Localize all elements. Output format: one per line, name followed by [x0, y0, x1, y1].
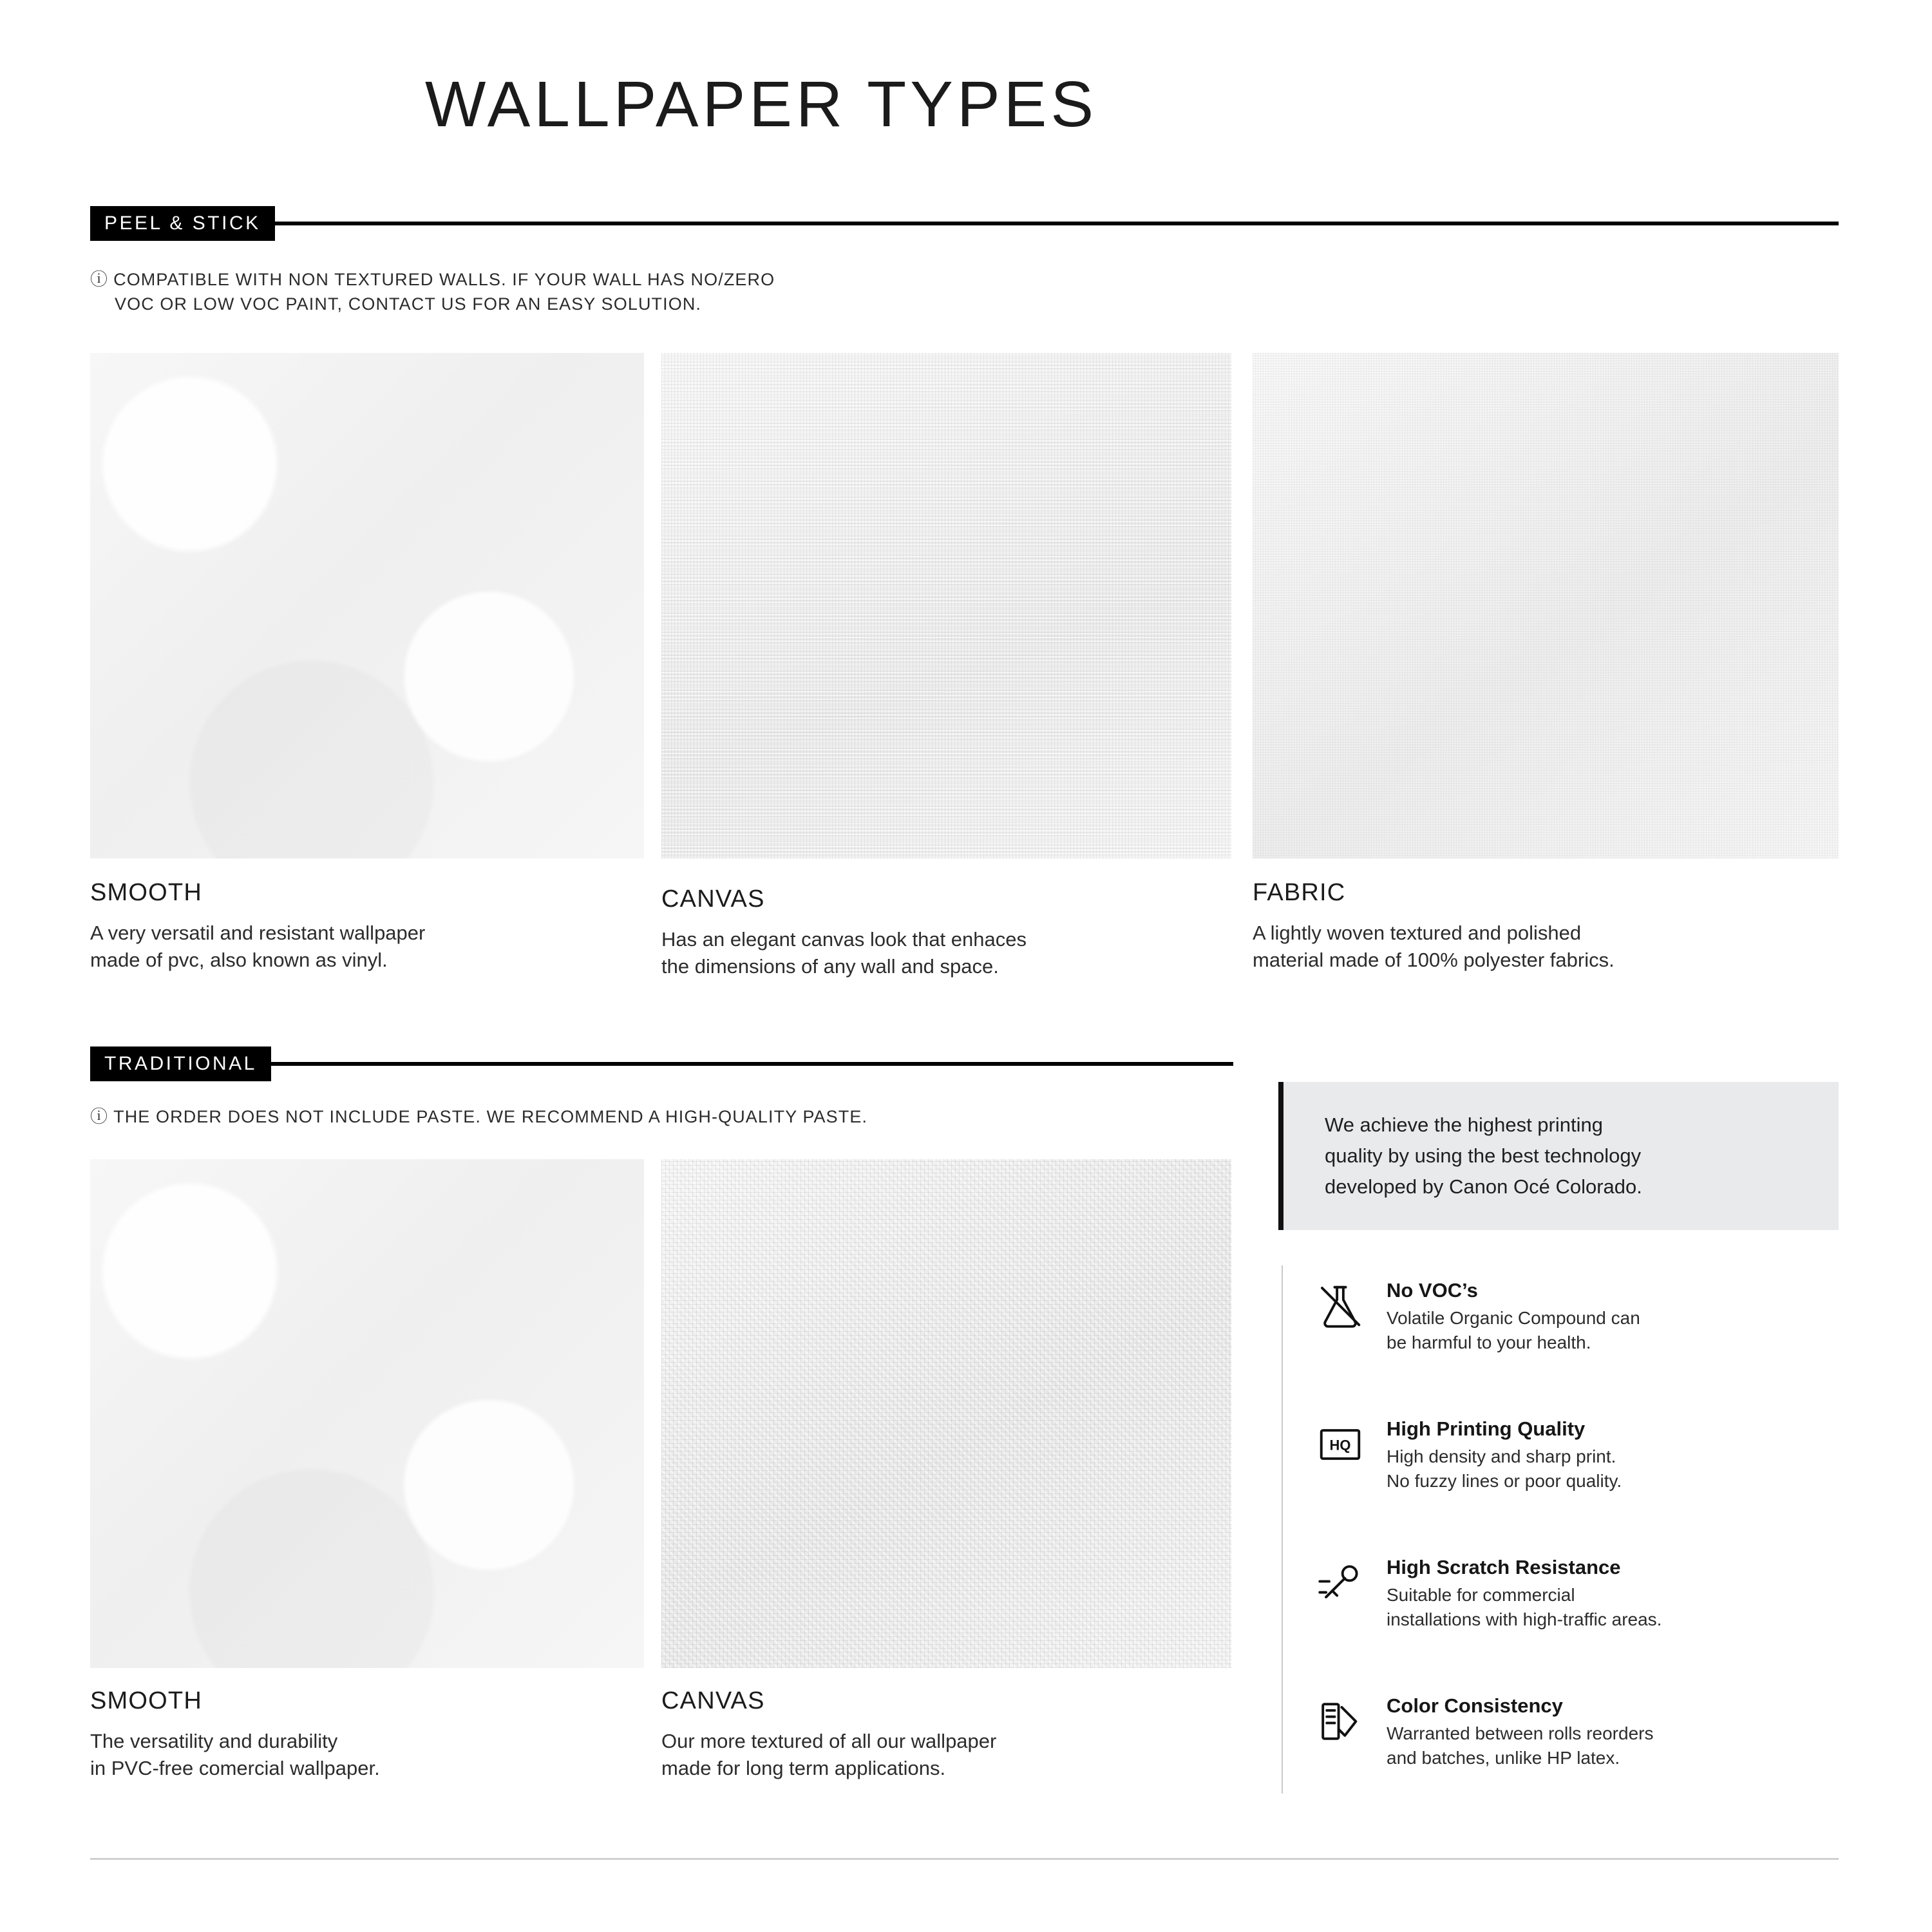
feature-desc-line-1: Warranted between rolls reorders	[1387, 1723, 1654, 1744]
quote-text	[1283, 1110, 1668, 1202]
feature-desc	[1387, 1721, 1653, 1770]
caption-body-peel-smooth	[90, 920, 631, 974]
caption-title-peel-smooth: SMOOTH	[90, 879, 202, 906]
caption-title-peel-fabric: FABRIC	[1253, 879, 1346, 906]
caption-line-1: The versatility and durability	[90, 1730, 338, 1752]
feature-desc-line-2: and batches, unlike HP latex.	[1387, 1747, 1620, 1768]
no-voc-icon	[1311, 1278, 1370, 1331]
swatch-trad-smooth	[90, 1159, 644, 1668]
quote-box	[1283, 1082, 1839, 1230]
note-traditional	[90, 1104, 1236, 1129]
section-rule	[275, 222, 1839, 225]
info-icon: ⓘ	[90, 270, 109, 289]
caption-line-1: A lightly woven textured and polished	[1253, 922, 1582, 944]
feature-desc	[1387, 1583, 1662, 1631]
caption-line-2: material made of 100% polyester fabrics.	[1253, 949, 1615, 972]
caption-line-1: A very versatil and resistant wallpaper	[90, 922, 426, 944]
note-line-1: THE ORDER DOES NOT INCLUDE PASTE. WE RECOMMEND A HIGH-QUALITY PASTE.	[113, 1107, 868, 1126]
caption-line-1: Has an elegant canvas look that enhaces	[661, 928, 1027, 951]
section-header-peel-stick	[90, 206, 1839, 241]
feature-desc-line-1: Suitable for commercial	[1387, 1585, 1575, 1605]
caption-body-peel-canvas	[661, 926, 1228, 980]
feature-desc-line-1: High density and sharp print.	[1387, 1446, 1616, 1467]
feature-no-voc	[1311, 1278, 1839, 1354]
section-tag-traditional: TRADITIONAL	[90, 1046, 271, 1081]
feature-desc-line-2: installations with high-traffic areas.	[1387, 1609, 1662, 1629]
svg-text:HQ: HQ	[1329, 1437, 1351, 1454]
caption-line-2: made of pvc, also known as vinyl.	[90, 949, 388, 972]
swatch-peel-smooth	[90, 353, 644, 858]
feature-title: No VOC’s	[1387, 1279, 1478, 1302]
feature-title: Color Consistency	[1387, 1694, 1563, 1717]
feature-desc-line-2: be harmful to your health.	[1387, 1332, 1591, 1352]
caption-title-trad-canvas: CANVAS	[661, 1687, 765, 1714]
feature-list-divider	[1282, 1265, 1283, 1794]
section-tag-peel-stick: PEEL & STICK	[90, 206, 275, 241]
swatch-peel-canvas	[661, 353, 1231, 858]
feature-high-printing-quality	[1311, 1417, 1839, 1493]
section-rule	[271, 1062, 1233, 1066]
footer-divider	[90, 1858, 1839, 1860]
info-icon: ⓘ	[90, 1107, 109, 1126]
quote-line-1: We achieve the highest printing	[1325, 1113, 1603, 1136]
quote-line-2: quality by using the best technology	[1325, 1144, 1642, 1167]
note-line-2: VOC OR LOW VOC PAINT, CONTACT US FOR AN EASY SOLUTION.	[115, 294, 702, 314]
section-header-traditional	[90, 1046, 1233, 1081]
caption-line-2: in PVC-free comercial wallpaper.	[90, 1757, 380, 1780]
feature-desc-line-1: Volatile Organic Compound can	[1387, 1308, 1640, 1329]
page-title: WALLPAPER TYPES	[425, 68, 1098, 140]
note-peel-stick	[90, 267, 1249, 317]
feature-color-consistency	[1311, 1694, 1839, 1770]
caption-title-trad-smooth: SMOOTH	[90, 1687, 202, 1714]
caption-body-peel-fabric	[1253, 920, 1839, 974]
quote-line-3: developed by Canon Océ Colorado.	[1325, 1175, 1642, 1198]
quote-accent-bar	[1278, 1082, 1283, 1230]
note-line-1: COMPATIBLE WITH NON TEXTURED WALLS. IF YOUR WALL HAS NO/ZERO	[113, 270, 775, 289]
feature-high-scratch-resistance	[1311, 1555, 1839, 1631]
caption-title-peel-canvas: CANVAS	[661, 886, 765, 913]
feature-desc	[1387, 1306, 1640, 1354]
hq-print-icon	[1311, 1417, 1370, 1470]
caption-body-trad-canvas	[661, 1728, 1228, 1782]
caption-line-1: Our more textured of all our wallpaper	[661, 1730, 997, 1752]
swatch-peel-fabric	[1253, 353, 1839, 858]
scratch-resistance-icon	[1311, 1555, 1370, 1608]
caption-line-2: made for long term applications.	[661, 1757, 946, 1780]
caption-body-trad-smooth	[90, 1728, 631, 1782]
feature-title: High Printing Quality	[1387, 1417, 1586, 1440]
swatch-trad-canvas	[661, 1159, 1231, 1668]
feature-desc	[1387, 1444, 1622, 1493]
caption-line-2: the dimensions of any wall and space.	[661, 955, 999, 978]
feature-desc-line-2: No fuzzy lines or poor quality.	[1387, 1470, 1622, 1491]
feature-title: High Scratch Resistance	[1387, 1556, 1621, 1578]
color-consistency-icon	[1311, 1694, 1370, 1747]
